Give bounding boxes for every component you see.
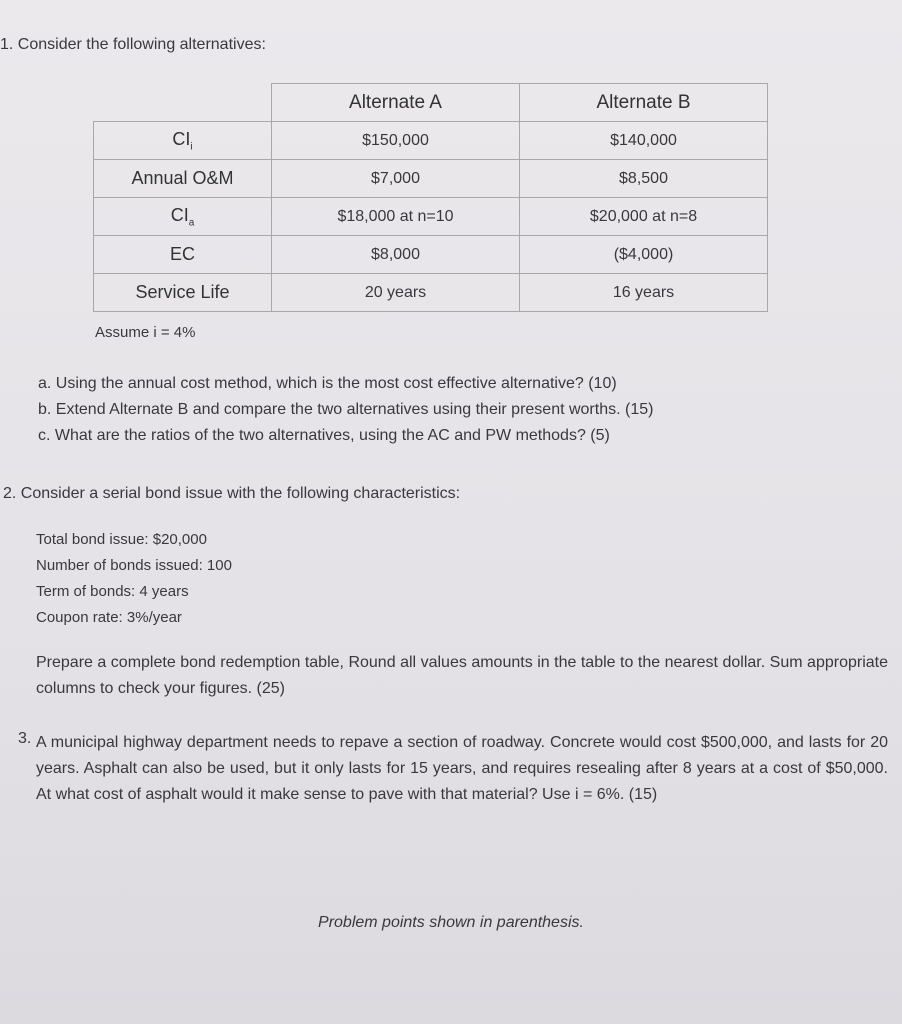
cell-b: ($4,000) [520, 236, 768, 274]
cell-b: $8,500 [520, 160, 768, 198]
footer-note: Problem points shown in parenthesis. [318, 914, 584, 931]
header-alternate-b: Alternate B [520, 84, 768, 122]
question-2-title: 2. Consider a serial bond issue with the following characteristics: [3, 485, 461, 502]
table-row [94, 160, 768, 198]
table-header-row [94, 84, 768, 122]
table-row [94, 274, 768, 312]
part-a: a. Using the annual cost method, which is the most cost effective alternative? (10) [38, 375, 617, 392]
cell-a: $18,000 at n=10 [272, 198, 520, 236]
question-3-text: A municipal highway department needs to repave a section of roadway. Concrete would cost $500,000, and lasts for 20 years. Asphalt can also be used, but it only lasts for 15 years, and requires resealing after 8 years at a cost of $50,000. At what cost of asphalt would it make sense to pave with that material? Use i = 6%. (15) [36, 734, 888, 803]
table-row [94, 198, 768, 236]
cell-a: $8,000 [272, 236, 520, 274]
question-1-title: 1. Consider the following alternatives: [0, 36, 266, 53]
cell-a: $150,000 [272, 122, 520, 160]
header-alternate-a: Alternate A [272, 84, 520, 122]
bond-detail: Coupon rate: 3%/year [36, 609, 182, 626]
row-label: Annual O&M [94, 160, 272, 198]
question-3-number: 3. [18, 730, 32, 747]
assume-rate: Assume i = 4% [95, 324, 196, 341]
row-label: EC [94, 236, 272, 274]
table-row [94, 122, 768, 160]
row-label: $CI_i$ [94, 122, 272, 160]
cell-b: $140,000 [520, 122, 768, 160]
table-row [94, 236, 768, 274]
alternatives-table [93, 83, 768, 312]
question-2-instruction: Prepare a complete bond redemption table, Round all values amounts in the table to the nearest dollar. Sum appropriate columns to check your figures. (25) [36, 654, 888, 697]
row-label: $CI_a$ [94, 198, 272, 236]
part-c: c. What are the ratios of the two alternatives, using the AC and PW methods? (5) [38, 427, 610, 444]
cell-a: $7,000 [272, 160, 520, 198]
part-b: b. Extend Alternate B and compare the two alternatives using their present worths. (15) [38, 401, 654, 418]
cell-a: 20 years [272, 274, 520, 312]
cell-b: $20,000 at n=8 [520, 198, 768, 236]
bond-detail: Number of bonds issued: 100 [36, 557, 232, 574]
bond-detail: Term of bonds: 4 years [36, 583, 189, 600]
cell-b: 16 years [520, 274, 768, 312]
bond-detail: Total bond issue: $20,000 [36, 531, 207, 548]
row-label: Service Life [94, 274, 272, 312]
